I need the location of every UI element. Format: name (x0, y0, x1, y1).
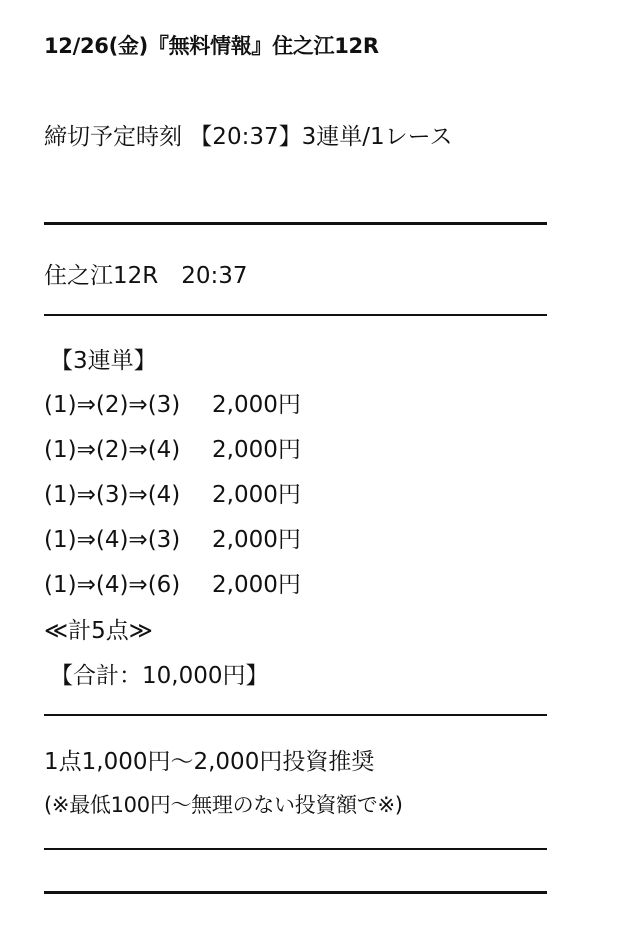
divider (44, 714, 547, 716)
bet-row (44, 477, 301, 522)
bet-row (44, 567, 301, 612)
bet-combination: (1)⇒(4)⇒(6) (44, 572, 181, 598)
bet-combination: (1)⇒(4)⇒(3) (44, 527, 181, 553)
investment-note: (※最低100円〜無理のない投資額で※) (44, 793, 403, 817)
bet-total: 【合計：10,000円】 (50, 663, 269, 689)
bet-amount: 2,000円 (212, 482, 301, 508)
bet-row (44, 387, 301, 432)
bet-amount: 2,000円 (212, 572, 301, 598)
bet-count: ≪計5点≫ (44, 618, 153, 644)
bet-combination: (1)⇒(3)⇒(4) (44, 482, 181, 508)
bet-amount: 2,000円 (212, 527, 301, 553)
investment-recommendation: 1点1,000円〜2,000円投資推奨 (44, 749, 375, 775)
divider (44, 314, 547, 316)
bet-amount: 2,000円 (212, 392, 301, 418)
page-title: 12/26(金)『無料情報』住之江12R (44, 34, 379, 58)
bet-list (44, 387, 301, 612)
race-info: 住之江12R 20:37 (44, 263, 248, 289)
bet-row (44, 522, 301, 567)
bet-row (44, 432, 301, 477)
divider (44, 891, 547, 894)
divider (44, 848, 547, 850)
bet-type-heading: 【3連単】 (50, 348, 157, 374)
bet-combination: (1)⇒(2)⇒(4) (44, 437, 181, 463)
divider (44, 222, 547, 225)
bet-combination: (1)⇒(2)⇒(3) (44, 392, 181, 418)
bet-amount: 2,000円 (212, 437, 301, 463)
deadline-info: 締切予定時刻 【20:37】3連単/1レース (44, 124, 453, 150)
